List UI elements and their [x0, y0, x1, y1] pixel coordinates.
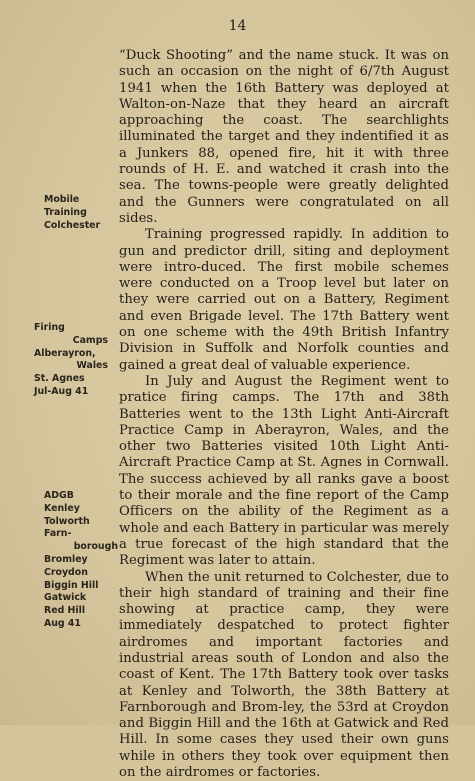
margin-note-line: Camps — [34, 335, 110, 348]
paragraph-firing-camps: In July and August the Regiment went to pratice firing camps. The 17th and 38th Batteries went to the 13th Light Anti-Aircraft Practice Camp in Aberayron, Wales, and the other two Batteries visited 10th Light Anti-Aircraft Practice Camp at St. Agnes in Cornwall. The success achieved by all ranks gave a boost to their morale and the fine report of the Camp Officers on the ability of the Regiment as a whole and each Battery in particular was merely a true forecast of the high standard that the Regiment was later to attain. — [119, 374, 449, 570]
margin-note-line: ADGB — [44, 490, 120, 503]
margin-note-line: Firing — [34, 322, 110, 335]
margin-note-line: Red Hill — [44, 605, 120, 618]
paragraph-return-colchester: When the unit returned to Colchester, due to their high standard of training and their fine showing at practice camp, they were immediately despatched to protect fighter airdromes and important factories and industrial areas south of London and also the coast of Kent. The 17th Battery took over tasks at Kenley and Tolworth, the 38th Battery at Farnborough and Brom-ley, the 53rd at Croydon and Biggin Hill and the 16th at Gatwick and Red Hill. In some cases they used their own guns while in others they took over equipment then on the airdromes or factories. — [119, 570, 449, 781]
margin-note-line: Alberayron, — [34, 348, 110, 361]
margin-note-line: Tolworth — [44, 516, 120, 529]
margin-note-mobile-training — [44, 194, 120, 232]
margin-note-line: Mobile — [44, 194, 120, 207]
margin-note-adgb — [44, 490, 120, 631]
margin-note-line: Wales — [34, 360, 110, 373]
margin-note-line: Training — [44, 207, 120, 220]
margin-note-line: Farn- — [44, 528, 120, 541]
main-text — [119, 48, 449, 781]
margin-note-line: Biggin Hill — [44, 580, 120, 593]
margin-note-line: borough — [44, 541, 120, 554]
margin-note-line: Croydon — [44, 567, 120, 580]
margin-note-line: Kenley — [44, 503, 120, 516]
paragraph-duck-shooting: “Duck Shooting” and the name stuck. It was on such an occasion on the night of 6/7th August 1941 when the 16th Battery was deployed at Walton-on-Naze that they heard an aircraft approaching the coast. The searchlights illuminated the target and they indentified it as a Junkers 88, opened fire, hit it with three rounds of H. E. and watched it crash into the sea. The towns-people were greatly delighted and the Gunners were congratulated on all sides. — [119, 48, 449, 227]
margin-note-line: Aug 41 — [44, 618, 120, 631]
page-number: 14 — [0, 18, 475, 34]
margin-note-line: Colchester — [44, 220, 120, 233]
margin-note-line: Gatwick — [44, 592, 120, 605]
paragraph-training: Training progressed rapidly. In addition to gun and predictor drill, siting and deployment were intro-duced. The first mobile schemes were conducted on a Troop level but later on they were carried out on a Battery, Regiment and even Brigade level. The 17th Battery went on one scheme with the 49th British Infantry Division in Suffolk and Norfolk counties and gained a great deal of valuable experience. — [119, 227, 449, 374]
margin-note-line: Bromley — [44, 554, 120, 567]
margin-note-line: St. Agnes — [34, 373, 110, 386]
margin-note-firing-camps — [34, 322, 110, 399]
margin-note-line: Jul-Aug 41 — [34, 386, 110, 399]
